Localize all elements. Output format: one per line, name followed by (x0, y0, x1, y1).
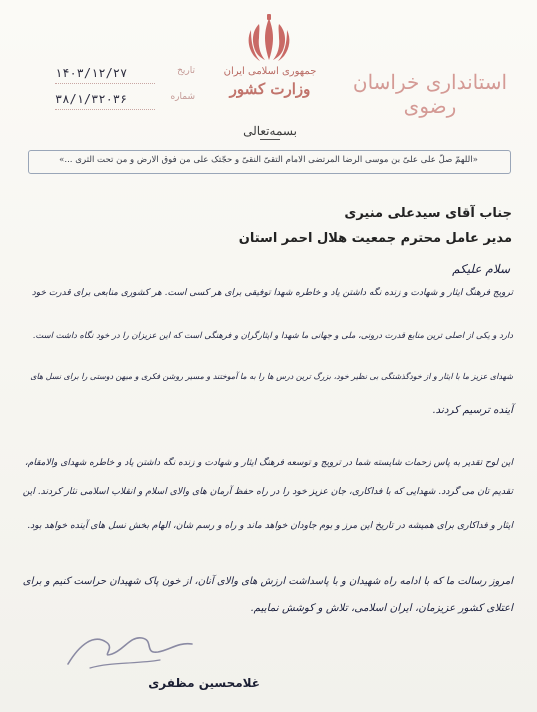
body-line: ایثار و فداکاری برای همیشه در تاریخ این مرز و بوم جاودان خواهد ماند و راه و رسم شان، الهام بخش نسل های آینده خواهد بود. (27, 520, 513, 531)
number-label: شماره (170, 92, 195, 102)
body-line: شهدای عزیز ما با ایثار و از خودگذشتگی بی نظیر خود، بزرگ ترین درس ها را به ما آموختند و مسیر روشن فکری و میهن دوستی را برای نسل های (30, 372, 513, 381)
body-line: اعتلای کشور عزیزمان، ایران اسلامی، تلاش و کوشش نماییم. (250, 602, 513, 614)
body-line: این لوح تقدیر به پاس زحمات شایسته شما در ترویج و توسعه فرهنگ ایثار و شهادت و زنده نگه داشتن یاد و خاطره شهدای والامقام، (24, 458, 513, 468)
basmala-heading: بسمه‌تعالی (243, 124, 297, 138)
signer-name: غلامحسین مظفری (148, 676, 260, 690)
number-underline (55, 109, 155, 110)
body-line: تقدیم تان می گردد. شهدایی که با فداکاری، جان عزیز خود را در راه حفظ آرمان های والای اسلام و انقلاب اسلامی نثار کردند. این (22, 486, 513, 497)
recipient-name: جناب آقای سیدعلی منیری (344, 206, 512, 221)
number-value: ۳۸/۱/۳۲۰۳۶ (55, 92, 128, 106)
iran-emblem-icon (245, 14, 293, 66)
date-label: تاریخ (177, 66, 195, 76)
recipient-title: مدیر عامل محترم جمعیت هلال احمر استان (238, 231, 512, 246)
basmala-underline (260, 139, 280, 140)
signature-scribble (60, 624, 200, 676)
ministry-name: وزارت کشور (229, 80, 311, 98)
governorate-name: استانداری خراسان رضوی (352, 70, 508, 118)
salawat-text: «اللهمّ صلّ علی علیّ بن موسی الرضا المرتضی الامام التقیّ النقیّ و حجّتک علی من فوق الارض و من تحت الثری ...» (59, 155, 478, 165)
date-field (55, 66, 195, 84)
date-underline (55, 83, 155, 84)
body-line: ترویج فرهنگ ایثار و شهادت و زنده نگه داشتن یاد و خاطره شهدا توفیقی برای هر کسی است. هر کشوری منابعی برای قدرت خود (31, 288, 513, 298)
ministry-country-label: جمهوری اسلامی ایران (223, 66, 317, 77)
body-line: آینده ترسیم کردند. (432, 404, 513, 416)
date-value: ۱۴۰۳/۱۲/۲۷ (55, 66, 128, 80)
number-field (55, 92, 195, 110)
body-line: امروز رسالت ما که با ادامه راه شهیدان و با پاسداشت ارزش های والای آنان، از خون پاک شهیدان حراست کنیم و برای (22, 576, 513, 587)
greeting: سلام علیکم (452, 262, 510, 276)
body-line: دارد و یکی از اصلی ترین منابع قدرت درونی، ملی و جهانی ما شهدا و ایثارگران و فرهنگی است که این عزیزان را در خود نگاه داشت است. (32, 330, 513, 340)
